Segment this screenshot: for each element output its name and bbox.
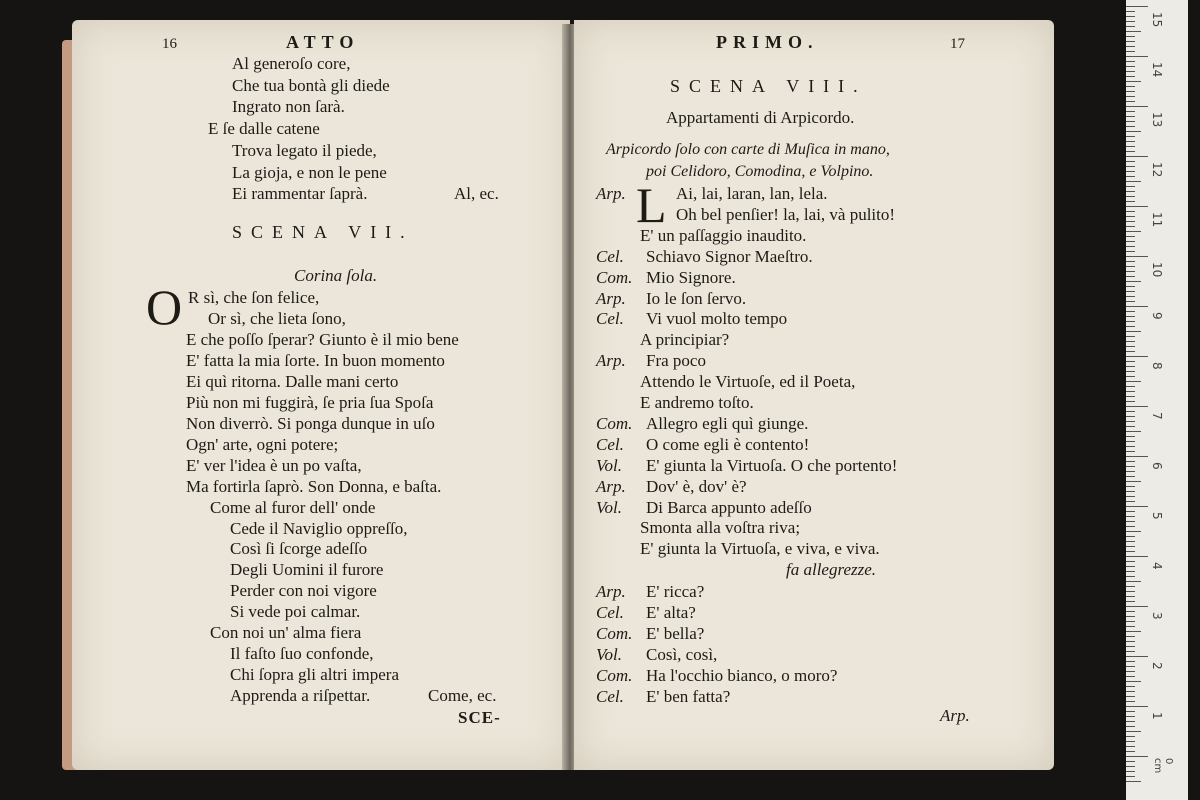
ruler-tick [1126, 136, 1135, 137]
verse-line: Così ſi ſcorge adeſſo [230, 539, 368, 559]
speaker-label: Cel. [596, 309, 624, 329]
ruler-tick [1126, 651, 1135, 652]
verse-line: Più non mi fuggirà, ſe pria ſua Spoſa [186, 392, 434, 412]
catchword: Arp. [940, 706, 970, 725]
ruler-tick [1126, 101, 1135, 102]
ruler-tick [1126, 191, 1135, 192]
ruler-tick [1126, 391, 1135, 392]
verse-line: Non diverrò. Si ponga dunque in uſo [186, 413, 435, 433]
ruler-tick [1126, 441, 1135, 442]
ruler-tick [1126, 531, 1141, 532]
dialogue-line: Vi vuol molto tempo [646, 309, 788, 329]
ruler-tick [1126, 586, 1135, 587]
verse-line: E ſe dalle catene [208, 119, 320, 139]
dialogue-line: E' alta? [646, 602, 696, 622]
verse-line: Si vede poi calmar. [230, 602, 361, 622]
verse-line: Al generoſo core, [232, 54, 351, 73]
running-head: ATTO [286, 32, 360, 52]
dialogue-line: Mio Signore. [646, 267, 736, 287]
ruler-number: 4 [1150, 562, 1164, 570]
ruler-tick [1126, 351, 1135, 352]
ruler-tick [1126, 291, 1135, 292]
ruler-tick [1126, 176, 1135, 177]
dialogue-line: Dov' è, dov' è? [646, 476, 747, 496]
ruler-tick [1126, 76, 1135, 77]
ruler-tick [1126, 66, 1135, 67]
verse-line: Ogn' arte, ogni potere; [186, 434, 339, 454]
ruler-tick [1126, 486, 1135, 487]
ruler-tick [1126, 311, 1135, 312]
ruler-tick [1126, 231, 1141, 232]
ruler-tick [1126, 61, 1135, 62]
ruler-tick [1126, 686, 1135, 687]
verse-line: Degli Uomini il furore [230, 560, 384, 580]
speaker-label: Cel. [596, 434, 624, 454]
ruler-tick [1126, 251, 1135, 252]
ruler-tick [1126, 246, 1135, 247]
speaker-label: Arp. [596, 351, 626, 371]
ruler-tick [1126, 756, 1148, 757]
ruler-tick [1126, 661, 1135, 662]
ruler-tick [1126, 116, 1135, 117]
ruler-tick [1126, 31, 1141, 32]
refrain-bottom: Come, ec. [428, 686, 497, 705]
verse-line: E che poſſo ſperar? Giunto è il mio bene [186, 329, 459, 349]
speaker-label: Arp. [596, 476, 626, 496]
ruler-tick [1126, 446, 1135, 447]
speaker-label: Cel. [596, 686, 624, 706]
scene-title: SCENA VIII. [670, 76, 867, 96]
verse-line: Con noi un' alma fiera [210, 623, 362, 643]
ruler-tick [1126, 491, 1135, 492]
ruler-tick [1126, 776, 1135, 777]
stage-direction-2: poi Celidoro, Comodina, e Volpino. [646, 163, 874, 180]
running-head: PRIMO. [716, 32, 819, 52]
ruler-tick [1126, 701, 1135, 702]
ruler-tick [1126, 521, 1135, 522]
ruler-tick [1126, 186, 1135, 187]
ruler-number: 2 [1150, 662, 1164, 670]
ruler-tick [1126, 151, 1135, 152]
ruler-tick [1126, 436, 1135, 437]
ruler-tick [1126, 516, 1135, 517]
ruler-tick [1126, 411, 1135, 412]
refrain-top: Al, ec. [454, 184, 499, 203]
dialogue-line: Smonta alla voſtra riva; [640, 518, 801, 538]
ruler-tick [1126, 81, 1141, 82]
ruler-tick [1126, 426, 1135, 427]
ruler-tick [1126, 406, 1148, 407]
right-page [574, 20, 1054, 770]
speaker-label: Com. [596, 267, 633, 287]
drop-cap: O [146, 279, 183, 335]
dialogue-line: Schiavo Signor Maeſtro. [646, 246, 813, 266]
verse-line: Perder con noi vigore [230, 581, 377, 601]
ruler-tick [1126, 91, 1135, 92]
ruler-tick [1126, 141, 1135, 142]
ruler-tick [1126, 536, 1135, 537]
ruler-tick [1126, 306, 1148, 307]
ruler-unit-label: 0 cm [1152, 758, 1174, 774]
ruler-tick [1126, 766, 1135, 767]
dialogue-line: Così, così, [646, 644, 718, 664]
speaker-label: Arp. [596, 288, 626, 308]
ruler-tick [1126, 96, 1135, 97]
ruler-tick [1126, 681, 1141, 682]
speaker-label: Vol. [596, 455, 622, 475]
ruler-number: 1 [1150, 712, 1164, 720]
ruler-tick [1126, 556, 1148, 557]
ruler-tick [1126, 301, 1135, 302]
ruler-number: 9 [1150, 312, 1164, 320]
verse-line: Ei rammentar ſaprà. [232, 184, 368, 204]
speaker-label: Cel. [596, 602, 624, 622]
ruler-tick [1126, 181, 1141, 182]
ruler-tick [1126, 471, 1135, 472]
ruler-tick [1126, 211, 1135, 212]
dialogue-line: Allegro egli quì giunge. [646, 413, 809, 433]
verse-line: Ma fortirla ſaprò. Son Donna, e baſta. [186, 476, 442, 496]
ruler-tick [1126, 726, 1135, 727]
ruler-tick [1126, 371, 1135, 372]
ruler-tick [1126, 716, 1135, 717]
ruler-tick [1126, 566, 1135, 567]
ruler-tick [1126, 571, 1135, 572]
speaker-label: Arp. [596, 582, 626, 601]
speaker-label: Com. [596, 623, 633, 643]
ruler-tick [1126, 171, 1135, 172]
ruler-number: 12 [1150, 162, 1164, 178]
ruler-tick [1126, 331, 1141, 332]
verse-line: Apprenda a riſpettar. [230, 686, 371, 706]
page-number: 17 [950, 36, 965, 52]
ruler-number: 8 [1150, 362, 1164, 370]
ruler-tick [1126, 26, 1135, 27]
dialogue-line: Ai, lai, laran, lan, lela. [676, 184, 828, 203]
dialogue-line: E' giunta la Virtuoſa, e viva, e viva. [640, 539, 880, 559]
stage-direction: Corina ſola. [294, 266, 378, 285]
ruler-tick [1126, 581, 1141, 582]
ruler-tick [1126, 271, 1135, 272]
ruler-tick [1126, 631, 1141, 632]
ruler-tick [1126, 376, 1135, 377]
speaker-label: Vol. [596, 644, 622, 664]
dialogue-line: E andremo toſto. [640, 393, 754, 412]
ruler-number: 15 [1150, 12, 1164, 28]
ruler-tick [1126, 201, 1135, 202]
ruler-tick [1126, 36, 1135, 37]
ruler-tick [1126, 41, 1135, 42]
ruler-tick [1126, 106, 1148, 107]
scene-title: SCENA VII. [232, 222, 414, 242]
speaker-label: Com. [596, 665, 633, 685]
stage-direction-1: Arpicordo ſolo con carte di Muſica in mano, [606, 141, 890, 158]
ruler-number: 13 [1150, 112, 1164, 128]
ruler-tick [1126, 606, 1148, 607]
ruler-tick [1126, 506, 1148, 507]
ruler-tick [1126, 666, 1135, 667]
ruler-tick [1126, 676, 1135, 677]
ruler-tick [1126, 121, 1135, 122]
ruler-tick [1126, 126, 1135, 127]
ruler-tick [1126, 731, 1141, 732]
dialogue-line: E' un paſſaggio inaudito. [640, 225, 807, 245]
dialogue-line: A principiar? [640, 330, 730, 350]
ruler-tick [1126, 196, 1135, 197]
ruler-tick [1126, 781, 1141, 782]
catchword: SCE- [458, 708, 501, 727]
ruler-tick [1126, 401, 1135, 402]
ruler-tick [1126, 656, 1148, 657]
scene-setting: Appartamenti di Arpicordo. [666, 108, 855, 127]
ruler-tick [1126, 771, 1135, 772]
ruler-tick [1126, 336, 1135, 337]
ruler-tick [1126, 601, 1135, 602]
ruler-tick [1126, 71, 1135, 72]
ruler-tick [1126, 236, 1135, 237]
ruler-tick [1126, 396, 1135, 397]
ruler-tick [1126, 496, 1135, 497]
verse-line: Che tua bontà gli diede [232, 75, 390, 95]
ruler-tick [1126, 16, 1135, 17]
ruler-number: 10 [1150, 262, 1164, 278]
verse-line: Ei quì ritorna. Dalle mani certo [186, 371, 399, 391]
ruler-tick [1126, 461, 1135, 462]
ruler-tick [1126, 576, 1135, 577]
ruler-tick [1126, 361, 1135, 362]
ruler-tick [1126, 256, 1148, 257]
ruler-tick [1126, 546, 1135, 547]
ruler-tick [1126, 416, 1135, 417]
speaker-label: Com. [596, 413, 633, 433]
ruler-number: 5 [1150, 512, 1164, 520]
ruler-tick [1126, 541, 1135, 542]
ruler-number: 7 [1150, 412, 1164, 420]
ruler-tick [1126, 736, 1135, 737]
ruler-tick [1126, 526, 1135, 527]
ruler-tick [1126, 626, 1135, 627]
ruler-tick [1126, 241, 1135, 242]
ruler-tick [1126, 511, 1135, 512]
ruler-tick [1126, 356, 1148, 357]
speaker-label: Cel. [596, 246, 624, 266]
ruler-tick [1126, 691, 1135, 692]
speaker-label: Arp. [596, 184, 626, 203]
ruler-tick [1126, 206, 1148, 207]
ruler-tick [1126, 741, 1135, 742]
ruler-tick [1126, 381, 1141, 382]
ruler-tick [1126, 146, 1135, 147]
ruler-tick [1126, 131, 1141, 132]
ruler-tick [1126, 281, 1141, 282]
ruler-tick [1126, 561, 1135, 562]
ruler-tick [1126, 431, 1141, 432]
dialogue-line: Di Barca appunto adeſſo [646, 497, 812, 517]
ruler-tick [1126, 161, 1135, 162]
dialogue-line: E' giunta la Virtuoſa. O che portento! [646, 455, 898, 475]
ruler-tick [1126, 6, 1148, 7]
ruler-tick [1126, 326, 1135, 327]
ruler-tick [1126, 646, 1135, 647]
dialogue-line: E' bella? [646, 623, 705, 643]
ruler-tick [1126, 641, 1135, 642]
drop-cap: L [636, 177, 667, 233]
ruler-tick [1126, 761, 1135, 762]
ruler-tick [1126, 621, 1135, 622]
ruler-number: 6 [1150, 462, 1164, 470]
ruler-tick [1126, 611, 1135, 612]
ruler-tick [1126, 56, 1148, 57]
verse-line: Trova legato il piede, [232, 140, 377, 160]
verse-line: E' ver l'idea è un po vaſta, [186, 455, 362, 475]
measuring-ruler [1126, 0, 1188, 800]
verse-line: Chi ſopra gli altri impera [230, 665, 400, 685]
ruler-tick [1126, 266, 1135, 267]
ruler-tick [1126, 51, 1135, 52]
ruler-tick [1126, 466, 1135, 467]
ruler-tick [1126, 261, 1135, 262]
ruler-tick [1126, 501, 1135, 502]
ruler-tick [1126, 476, 1135, 477]
ruler-tick [1126, 276, 1135, 277]
ruler-tick [1126, 591, 1135, 592]
verse-line: Come al furor dell' onde [210, 497, 376, 517]
ruler-tick [1126, 596, 1135, 597]
ruler-tick [1126, 696, 1135, 697]
ruler-tick [1126, 551, 1135, 552]
verse-line: Il faſto ſuo confonde, [230, 644, 374, 664]
dialogue-line: Attendo le Virtuoſe, ed il Poeta, [640, 372, 856, 392]
ruler-tick [1126, 346, 1135, 347]
dialogue-line: Fra poco [646, 351, 706, 371]
dialogue-line: Io le ſon ſervo. [646, 288, 747, 308]
dialogue-line: E' ben fatta? [646, 686, 731, 706]
ruler-tick [1126, 711, 1135, 712]
ruler-tick [1126, 386, 1135, 387]
verse-line: Ingrato non ſarà. [232, 97, 345, 117]
ruler-tick [1126, 156, 1148, 157]
verse-line: Cede il Naviglio oppreſſo, [230, 518, 408, 538]
ruler-tick [1126, 46, 1135, 47]
ruler-tick [1126, 341, 1135, 342]
ruler-number: 14 [1150, 62, 1164, 78]
dialogue-line: E' ricca? [646, 582, 705, 601]
ruler-tick [1126, 366, 1135, 367]
ruler-tick [1126, 616, 1135, 617]
ruler-tick [1126, 721, 1135, 722]
ruler-number: 11 [1150, 212, 1164, 228]
first-line: R sì, che ſon felice, [188, 288, 320, 307]
ruler-tick [1126, 296, 1135, 297]
direction-allegrezze: fa allegrezze. [786, 560, 877, 579]
page-number: 16 [162, 36, 177, 52]
verse-line: La gioja, e non le pene [232, 162, 387, 182]
left-page [72, 20, 570, 770]
dialogue-line: Oh bel penſier! la, lai, và pulito! [676, 204, 896, 224]
verse-line: Or sì, che lieta ſono, [208, 309, 346, 328]
ruler-tick [1126, 451, 1135, 452]
ruler-tick [1126, 636, 1135, 637]
ruler-tick [1126, 321, 1135, 322]
ruler-tick [1126, 481, 1141, 482]
ruler-tick [1126, 456, 1148, 457]
ruler-tick [1126, 11, 1135, 12]
ruler-tick [1126, 221, 1135, 222]
ruler-tick [1126, 216, 1135, 217]
dialogue-line: O come egli è contento! [646, 434, 810, 454]
ruler-tick [1126, 166, 1135, 167]
ruler-tick [1126, 706, 1148, 707]
ruler-number: 3 [1150, 612, 1164, 620]
ruler-tick [1126, 316, 1135, 317]
verse-line: E' fatta la mia ſorte. In buon momento [186, 350, 445, 370]
ruler-tick [1126, 86, 1135, 87]
dialogue-line: Ha l'occhio bianco, o moro? [646, 665, 838, 685]
speaker-label: Vol. [596, 497, 622, 517]
ruler-tick [1126, 671, 1135, 672]
ruler-tick [1126, 21, 1135, 22]
ruler-tick [1126, 751, 1135, 752]
ruler-tick [1126, 421, 1135, 422]
ruler-tick [1126, 746, 1135, 747]
ruler-tick [1126, 226, 1135, 227]
ruler-tick [1126, 286, 1135, 287]
ruler-tick [1126, 111, 1135, 112]
